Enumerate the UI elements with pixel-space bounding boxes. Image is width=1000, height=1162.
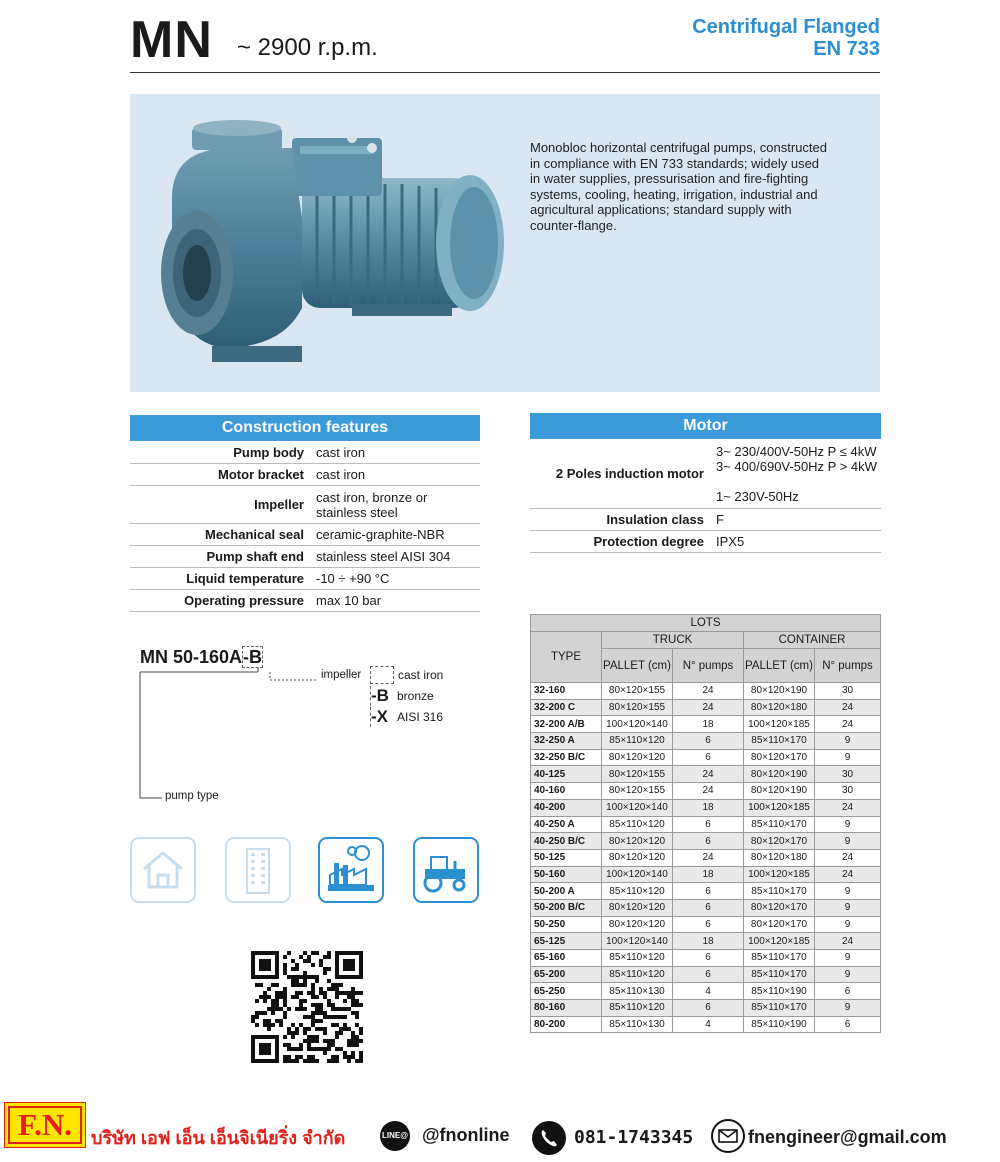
lots-row <box>531 683 881 700</box>
factory-icon <box>318 837 384 903</box>
construction-row <box>130 546 480 568</box>
construction-row <box>130 442 480 464</box>
lots-truck-pallet-cell: 80×120×120 <box>602 849 673 866</box>
lots-container-pallet-cell: 80×120×190 <box>744 766 815 783</box>
lots-row <box>531 899 881 916</box>
lots-type-cell: 65-160 <box>531 950 602 967</box>
lots-truck-pallet-cell: 85×110×120 <box>602 733 673 750</box>
header-rule <box>130 72 880 73</box>
lots-truck-pumps-cell: 6 <box>673 1000 744 1017</box>
lots-container-pumps-cell: 9 <box>815 966 881 983</box>
lots-type-cell: 32-250 A <box>531 733 602 750</box>
lots-row <box>531 733 881 750</box>
lots-container-pallet-cell: 100×120×185 <box>744 799 815 816</box>
lots-type-cell: 80-200 <box>531 1016 602 1033</box>
company-name: บริษัท เอฟ เอ็น เอ็นจิเนียริ่ง จำกัด <box>91 1128 346 1148</box>
lots-truck-pallet-cell: 85×110×120 <box>602 1000 673 1017</box>
construction-label: Impeller <box>130 486 312 524</box>
impeller-label: impeller <box>321 669 362 681</box>
lots-type-cell: 80-160 <box>531 1000 602 1017</box>
lots-type-cell: 65-125 <box>531 933 602 950</box>
impeller-option-label: cast iron <box>398 667 444 682</box>
lots-container-pumps-cell: 9 <box>815 916 881 933</box>
lots-container-pumps-cell: 9 <box>815 749 881 766</box>
line-icon: LINE@ <box>380 1121 410 1151</box>
lots-type-cell: 65-200 <box>531 966 602 983</box>
construction-label: Operating pressure <box>130 590 312 612</box>
construction-label: Pump shaft end <box>130 546 312 568</box>
lots-container-pallet-cell: 85×110×190 <box>744 1016 815 1033</box>
lots-type-cell: 40-200 <box>531 799 602 816</box>
pump-type-heading <box>692 16 880 60</box>
motor-supply-1ph: 1~ 230V-50Hz <box>716 488 799 504</box>
tractor-icon <box>413 837 479 903</box>
lots-container-pallet-cell: 85×110×170 <box>744 966 815 983</box>
lots-truck-pallet-cell: 80×120×120 <box>602 916 673 933</box>
construction-label: Pump body <box>130 442 312 464</box>
lots-truck-pallet-cell: 85×110×120 <box>602 966 673 983</box>
construction-value: ceramic-graphite-NBR <box>312 524 480 546</box>
lots-truck-pumps-cell: 18 <box>673 716 744 733</box>
lots-truck-header: TRUCK <box>602 632 744 649</box>
pump-illustration <box>152 108 512 388</box>
lots-container-pumps-cell: 9 <box>815 816 881 833</box>
lots-container-pumps-cell: 24 <box>815 699 881 716</box>
lots-truck-pumps-cell: 24 <box>673 783 744 800</box>
construction-value: cast iron <box>312 464 480 486</box>
lots-container-pallet-cell: 85×110×170 <box>744 883 815 900</box>
lots-row <box>531 983 881 1000</box>
lots-container-pumps-cell: 9 <box>815 899 881 916</box>
protection-label: Protection degree <box>530 530 712 552</box>
lots-type-cell: 50-200 B/C <box>531 899 602 916</box>
lots-truck-pallet-cell: 80×120×155 <box>602 699 673 716</box>
lots-row <box>531 799 881 816</box>
lots-truck-pallet-cell: 80×120×120 <box>602 749 673 766</box>
lots-container-pumps-cell: 9 <box>815 883 881 900</box>
lots-truck-pallet-cell: 80×120×155 <box>602 783 673 800</box>
impeller-option-label: AISI 316 <box>397 709 444 724</box>
construction-row <box>130 524 480 546</box>
lots-truck-pallet-cell: 85×110×130 <box>602 983 673 1000</box>
construction-row <box>130 486 480 524</box>
construction-value: -10 ÷ +90 °C <box>312 568 480 590</box>
speed-label: ~ 2900 r.p.m. <box>237 34 378 61</box>
lots-truck-pumps-cell: 6 <box>673 833 744 850</box>
qr-code <box>251 951 363 1063</box>
building-icon <box>225 837 291 903</box>
lots-container-header: CONTAINER <box>744 632 881 649</box>
lots-truck-pumps-cell: 6 <box>673 950 744 967</box>
lots-row <box>531 849 881 866</box>
lots-truck-pallet-cell: 100×120×140 <box>602 866 673 883</box>
lots-container-pallet-cell: 80×120×170 <box>744 899 815 916</box>
lots-type-cell: 50-250 <box>531 916 602 933</box>
construction-table <box>130 442 480 612</box>
model-code-suffix: -B <box>243 647 263 667</box>
lots-truck-pumps-cell: 6 <box>673 899 744 916</box>
lots-type-header: TYPE <box>531 632 602 683</box>
phone-number: 081-1743345 <box>574 1127 694 1148</box>
lots-container-pumps-cell: 9 <box>815 950 881 967</box>
lots-container-pallet-cell: 80×120×190 <box>744 683 815 700</box>
lots-truck-pallet-cell: 85×110×120 <box>602 883 673 900</box>
lots-truck-pallet-cell: 100×120×140 <box>602 933 673 950</box>
lots-container-pumps-cell: 6 <box>815 1016 881 1033</box>
lots-truck-pumps-cell: 18 <box>673 866 744 883</box>
lots-truck-pallet-cell: 80×120×120 <box>602 833 673 850</box>
construction-row <box>130 590 480 612</box>
lots-type-cell: 50-200 A <box>531 883 602 900</box>
construction-row <box>130 568 480 590</box>
lots-row <box>531 783 881 800</box>
company-logo: F.N. <box>4 1102 86 1148</box>
lots-type-cell: 40-160 <box>531 783 602 800</box>
lots-type-cell: 40-125 <box>531 766 602 783</box>
protection-value: IPX5 <box>712 530 881 552</box>
lots-container-pumps-cell: 9 <box>815 833 881 850</box>
lots-container-pumps-cell: 24 <box>815 866 881 883</box>
lots-row <box>531 933 881 950</box>
lots-container-pumps-cell: 24 <box>815 933 881 950</box>
line-id: @fnonline <box>422 1125 510 1145</box>
lots-type-cell: 32-200 C <box>531 699 602 716</box>
lots-container-pumps-cell: 30 <box>815 783 881 800</box>
lots-container-pallet-cell: 85×110×190 <box>744 983 815 1000</box>
impeller-option-code: -B <box>370 686 393 706</box>
lots-truck-pumps-cell: 18 <box>673 799 744 816</box>
impeller-options <box>370 664 443 727</box>
lots-container-pallet-cell: 100×120×185 <box>744 716 815 733</box>
construction-value: stainless steel AISI 304 <box>312 546 480 568</box>
lots-container-pallet-cell: 80×120×170 <box>744 916 815 933</box>
lots-container-pumps-cell: 24 <box>815 799 881 816</box>
lots-container-pumps-cell: 24 <box>815 849 881 866</box>
lots-type-cell: 32-160 <box>531 683 602 700</box>
email-icon <box>711 1119 745 1153</box>
lots-container-pallet-cell: 100×120×185 <box>744 933 815 950</box>
lots-type-cell: 50-160 <box>531 866 602 883</box>
lots-container-pallet-cell: 85×110×170 <box>744 816 815 833</box>
motor-supply-3ph-high: 3~ 400/690V-50Hz P > 4kW <box>716 458 877 474</box>
lots-container-pumps-cell: 9 <box>815 733 881 750</box>
lots-truck-pumps-cell: 24 <box>673 683 744 700</box>
lots-row <box>531 749 881 766</box>
construction-row <box>130 464 480 486</box>
construction-value: cast iron, bronze or stainless steel <box>312 486 480 524</box>
lots-truck-pumps-cell: 24 <box>673 849 744 866</box>
lots-type-cell: 50-125 <box>531 849 602 866</box>
construction-label: Liquid temperature <box>130 568 312 590</box>
lots-type-cell: 32-250 B/C <box>531 749 602 766</box>
impeller-option-label: bronze <box>397 688 434 703</box>
lots-truck-pallet-cell: 85×110×120 <box>602 816 673 833</box>
lots-table <box>530 614 881 1033</box>
lots-truck-pallet-cell: 100×120×140 <box>602 799 673 816</box>
lots-row <box>531 966 881 983</box>
lots-truck-pallet-cell: 80×120×155 <box>602 683 673 700</box>
lots-truck-pumps-cell: 6 <box>673 883 744 900</box>
lots-title: LOTS <box>531 615 881 632</box>
motor-type-label: 2 Poles induction motor <box>530 440 712 508</box>
model-code-base: MN 50-160A <box>140 647 243 667</box>
lots-truck-pumps-cell: 6 <box>673 749 744 766</box>
lots-row <box>531 716 881 733</box>
lots-row <box>531 866 881 883</box>
lots-container-pumps-cell: 30 <box>815 683 881 700</box>
type-line-2: EN 733 <box>813 38 880 60</box>
lots-type-cell: 65-250 <box>531 983 602 1000</box>
lots-container-pumps-cell: 9 <box>815 1000 881 1017</box>
lots-truck-pumps-cell: 4 <box>673 1016 744 1033</box>
motor-supply-3ph-low: 3~ 230/400V-50Hz P ≤ 4kW <box>716 443 877 459</box>
insulation-value: F <box>712 508 881 530</box>
lots-pallet-header: PALLET (cm) <box>602 649 673 683</box>
lots-truck-pallet-cell: 85×110×120 <box>602 950 673 967</box>
lots-row <box>531 766 881 783</box>
lots-container-pallet-cell: 100×120×185 <box>744 866 815 883</box>
lots-truck-pumps-cell: 6 <box>673 816 744 833</box>
lots-container-pallet-cell: 80×120×170 <box>744 749 815 766</box>
lots-truck-pallet-cell: 85×110×130 <box>602 1016 673 1033</box>
lots-truck-pumps-cell: 6 <box>673 733 744 750</box>
insulation-label: Insulation class <box>530 508 712 530</box>
motor-title: Motor <box>530 413 881 439</box>
lots-container-pallet-cell: 80×120×190 <box>744 783 815 800</box>
lots-container-pumps-cell: 24 <box>815 716 881 733</box>
phone-icon <box>532 1121 566 1155</box>
lots-row <box>531 1000 881 1017</box>
lots-container-pallet-cell: 80×120×180 <box>744 699 815 716</box>
lots-container-pallet-cell: 85×110×170 <box>744 733 815 750</box>
pump-type-label: pump type <box>165 790 219 802</box>
model-code-leaders <box>130 660 390 810</box>
lots-truck-pumps-cell: 18 <box>673 933 744 950</box>
product-description: Monobloc horizontal centrifugal pumps, constructed in compliance with EN 733 standards; widely used in water supplies, pressurisation and fire-fighting systems, cooling, heating, irrigation, industrial and agricultural applications; standard supply with counter-flange. <box>530 140 827 233</box>
contact-footer <box>0 1100 1000 1162</box>
lots-container-pallet-cell: 80×120×180 <box>744 849 815 866</box>
impeller-option-code: -X <box>370 707 393 727</box>
lots-type-cell: 32-200 A/B <box>531 716 602 733</box>
lots-truck-pumps-cell: 6 <box>673 916 744 933</box>
lots-truck-pallet-cell: 80×120×155 <box>602 766 673 783</box>
lots-truck-pumps-cell: 24 <box>673 766 744 783</box>
lots-container-pumps-cell: 6 <box>815 983 881 1000</box>
construction-value: cast iron <box>312 442 480 464</box>
lots-row <box>531 950 881 967</box>
construction-value: max 10 bar <box>312 590 480 612</box>
model-title: MN <box>130 11 213 69</box>
lots-row <box>531 833 881 850</box>
construction-label: Motor bracket <box>130 464 312 486</box>
lots-row <box>531 916 881 933</box>
lots-truck-pumps-cell: 4 <box>673 983 744 1000</box>
lots-type-cell: 40-250 A <box>531 816 602 833</box>
impeller-option-code <box>370 666 394 684</box>
lots-pallet-header: PALLET (cm) <box>744 649 815 683</box>
lots-row <box>531 699 881 716</box>
house-icon <box>130 837 196 903</box>
lots-container-pallet-cell: 80×120×170 <box>744 833 815 850</box>
lots-row <box>531 1016 881 1033</box>
construction-label: Mechanical seal <box>130 524 312 546</box>
lots-container-pallet-cell: 85×110×170 <box>744 1000 815 1017</box>
lots-row <box>531 816 881 833</box>
lots-container-pumps-cell: 30 <box>815 766 881 783</box>
lots-truck-pallet-cell: 80×120×120 <box>602 899 673 916</box>
lots-truck-pallet-cell: 100×120×140 <box>602 716 673 733</box>
construction-title: Construction features <box>130 415 480 441</box>
lots-type-cell: 40-250 B/C <box>531 833 602 850</box>
lots-pumps-header: N° pumps <box>815 649 881 683</box>
lots-pumps-header: N° pumps <box>673 649 744 683</box>
lots-row <box>531 883 881 900</box>
lots-truck-pumps-cell: 24 <box>673 699 744 716</box>
email-address: fnengineer@gmail.com <box>748 1127 947 1147</box>
lots-container-pallet-cell: 85×110×170 <box>744 950 815 967</box>
hero-panel <box>130 94 880 392</box>
type-line-1: Centrifugal Flanged <box>692 16 880 38</box>
lots-truck-pumps-cell: 6 <box>673 966 744 983</box>
motor-table <box>530 440 881 553</box>
